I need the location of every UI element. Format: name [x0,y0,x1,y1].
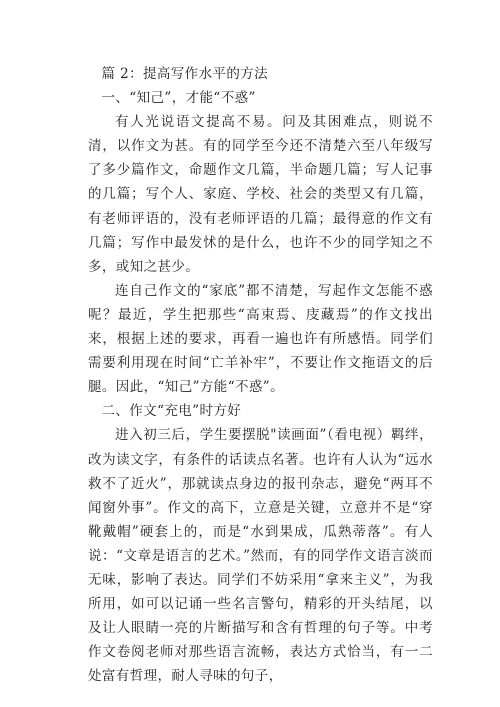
article-title: 篇 2：提高写作水平的方法 [101,66,269,82]
section-heading-2: 二、作文“充电”时方好 [101,403,242,420]
document-body [88,62,433,688]
paragraph-1: 有人光说语文提高不易。问及其困难点，则说不清，以作文为甚。有的同学至今还不清楚六至八年级写了多少篇作文，命题作文几篇，半命题几篇；写人记事的几篇；写个人、家庭、学校、社会的类型又有几篇，有老师评语的，没有老师评语的几篇；最得意的作文有几篇；写作中最发怵的是什么，也许不少的同学知之不多，或知之甚少。 [88,114,433,275]
paragraph-2: 连自己作文的“家底”都不清楚，写起作文怎能不惑呢？最近，学生把那些“高束焉、庋藏焉”的作文找出来，根据上述的要求，再看一遍也许有所感悟。同学们需要利用现在时间“亡羊补牢”，不要让作文拖语文的后腿。因此，“知己”方能“不惑”。 [88,282,433,396]
section-heading-1: 一、“知己”，才能“不惑” [101,90,256,107]
paragraph-3: 进入初三后，学生要摆脱"读画面”（看电视）羁绊，改为读文字，有条件的话读点名著。也许有人认为“远水救不了近火”，那就读点身边的报刊杂志，避免“两耳不闻窗外事”。作文的高下，立意是关键，立意并不是“穿靴戴帽”硬套上的，而是“水到果成，瓜熟蒂落”。有人说：“文章是语言的艺术。”然而，有的同学作文语言淡而无味，影响了表达。同学们不妨采用“拿来主义”，为我所用，如可以记诵一些名言警句，精彩的开头结尾，以及让人眼睛一亮的片断描写和含有哲理的句子等。中考作文卷阅老师对那些语言流畅，表达方式恰当，有一二处富有哲理，耐人寻味的句子， [88,427,433,685]
